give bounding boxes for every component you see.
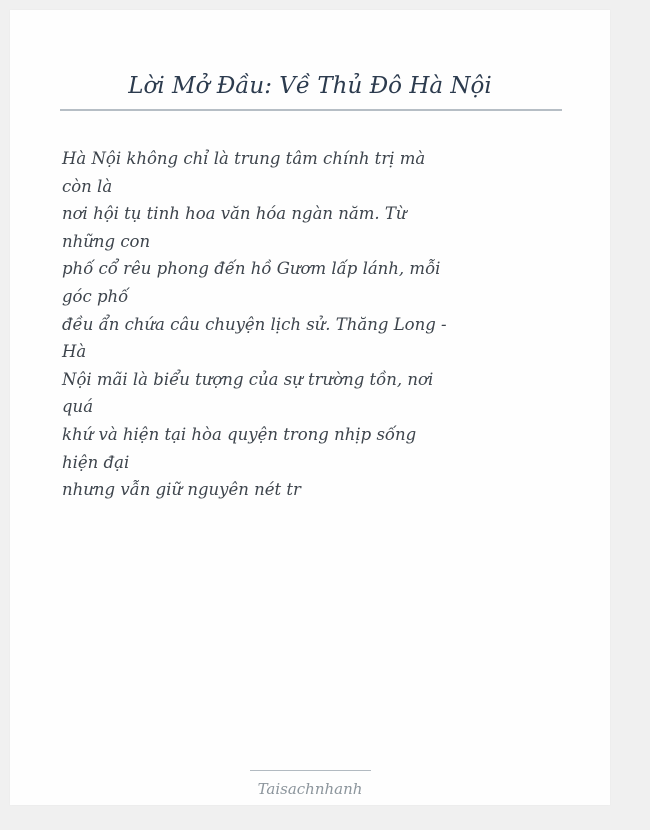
- document-footer: [10, 770, 610, 798]
- body-text-line: khứ và hiện tại hòa quyện trong nhịp sống: [62, 424, 417, 444]
- document-body: [62, 145, 570, 504]
- document-page: [10, 10, 610, 805]
- body-text-line: phố cổ rêu phong đến hồ Gươm lấp lánh, mỗi: [62, 259, 441, 279]
- footer-brand-text: Taisachnhanh: [257, 780, 363, 798]
- body-text-line: góc phố: [62, 286, 129, 306]
- body-text-line: quá: [62, 397, 94, 417]
- body-text-line: Hà Nội không chỉ là trung tâm chính trị mà: [62, 149, 426, 168]
- body-text-line: hiện đại: [62, 452, 130, 472]
- body-text-line: nơi hội tụ tinh hoa văn hóa ngàn năm. Từ: [62, 204, 407, 224]
- body-text-line: còn là: [62, 176, 113, 196]
- body-text-line: Nội mãi là biểu tượng của sự trường tồn, nơi: [62, 369, 434, 389]
- title-divider: [60, 109, 562, 111]
- body-text-line: đều ẩn chứa câu chuyện lịch sử. Thăng Long -: [62, 314, 447, 334]
- footer-divider: [250, 770, 371, 771]
- body-text-line: nhưng vẫn giữ nguyên nét tr: [62, 480, 301, 500]
- body-text-line: những con: [62, 231, 151, 251]
- body-text-line: Hà: [62, 342, 87, 362]
- document-title: Lời Mở Đầu: Về Thủ Đô Hà Nội: [128, 73, 492, 99]
